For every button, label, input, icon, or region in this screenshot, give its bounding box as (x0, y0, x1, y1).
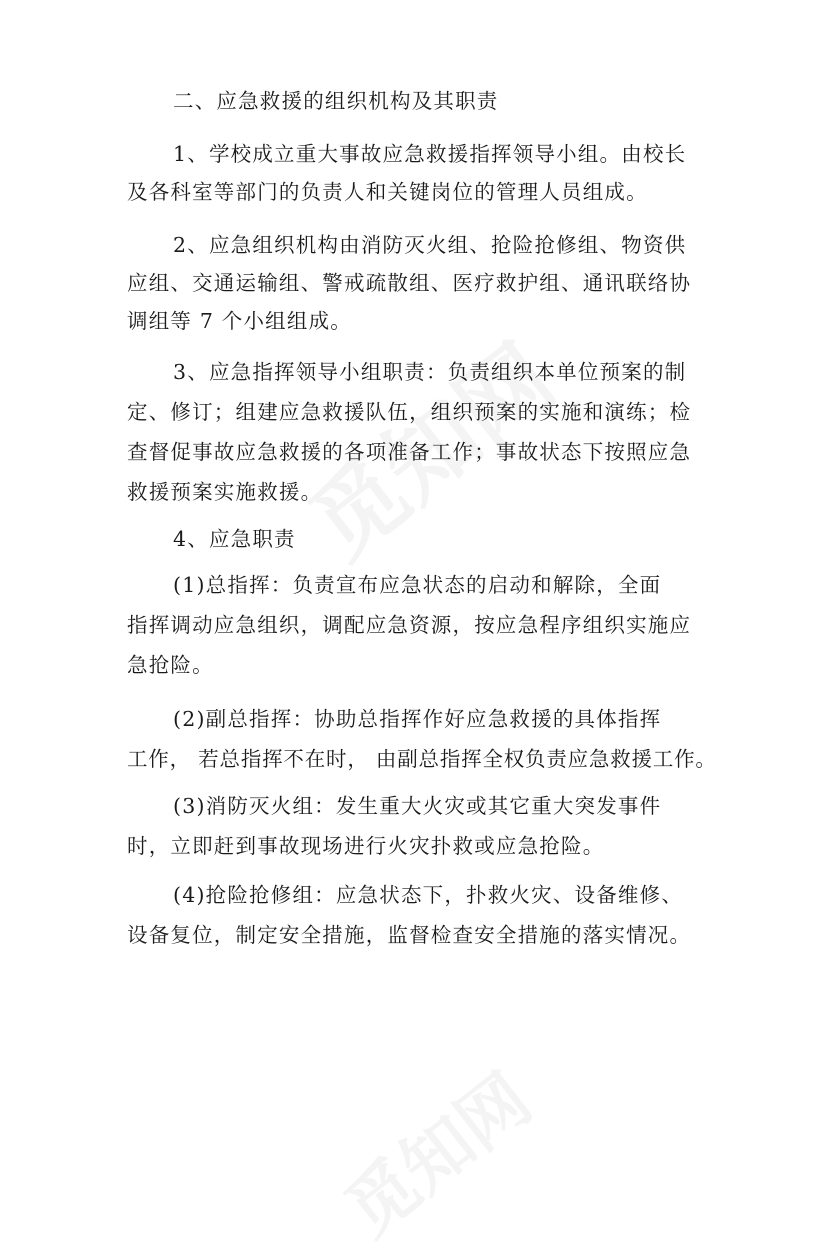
paragraph-2-line-1: 2、应急组织机构由消防灭火组、抢险抢修组、物资供 (173, 233, 687, 257)
duty-2-line-1: (2)副总指挥：协助总指挥作好应急救援的具体指挥 (173, 707, 662, 731)
paragraph-2-line-2: 应组、交通运输组、警戒疏散组、医疗救护组、通讯联络协 (127, 271, 692, 295)
paragraph-3-line-4: 救援预案实施救援。 (127, 480, 323, 504)
duty-4-line-1: (4)抢险抢修组：应急状态下，扑救火灾、设备维修、 (173, 883, 684, 907)
duty-3-line-2: 时，立即赶到事故现场进行火灾扑救或应急抢险。 (127, 834, 605, 858)
duty-3-line-1: (3)消防灭火组：发生重大火灾或其它重大突发事件 (173, 794, 662, 818)
paragraph-3-line-3: 查督促事故应急救援的各项准备工作；事故状态下按照应急 (127, 440, 692, 464)
section-heading: 二、应急救援的组织机构及其职责 (173, 89, 499, 113)
paragraph-3-line-1: 3、应急指挥领导小组职责：负责组织本单位预案的制 (173, 360, 687, 384)
watermark-bottom (321, 1046, 549, 1255)
duty-4-line-2: 设备复位，制定安全措施，监督检查安全措施的落实情况。 (127, 923, 692, 947)
paragraph-1-line-1: 1、学校成立重大事故应急救援指挥领导小组。由校长 (173, 142, 687, 166)
paragraph-2-line-3: 调组等 7 个小组组成。 (127, 309, 352, 333)
duty-2-line-2: 工作， 若总指挥不在时， 由副总指挥全权负责应急救援工作。 (127, 747, 717, 771)
paragraph-4-heading: 4、应急职责 (173, 527, 296, 551)
duty-1-line-3: 急抢险。 (127, 653, 214, 677)
duty-1-line-1: (1)总指挥：负责宣布应急状态的启动和解除，全面 (173, 573, 662, 597)
paragraph-3-line-2: 定、修订；组建应急救援队伍，组织预案的实施和演练；检 (127, 400, 692, 424)
duty-1-line-2: 指挥调动应急组织，调配应急资源，按应急程序组织实施应 (127, 613, 692, 637)
paragraph-1-line-2: 及各科室等部门的负责人和关键岗位的管理人员组成。 (127, 180, 648, 204)
